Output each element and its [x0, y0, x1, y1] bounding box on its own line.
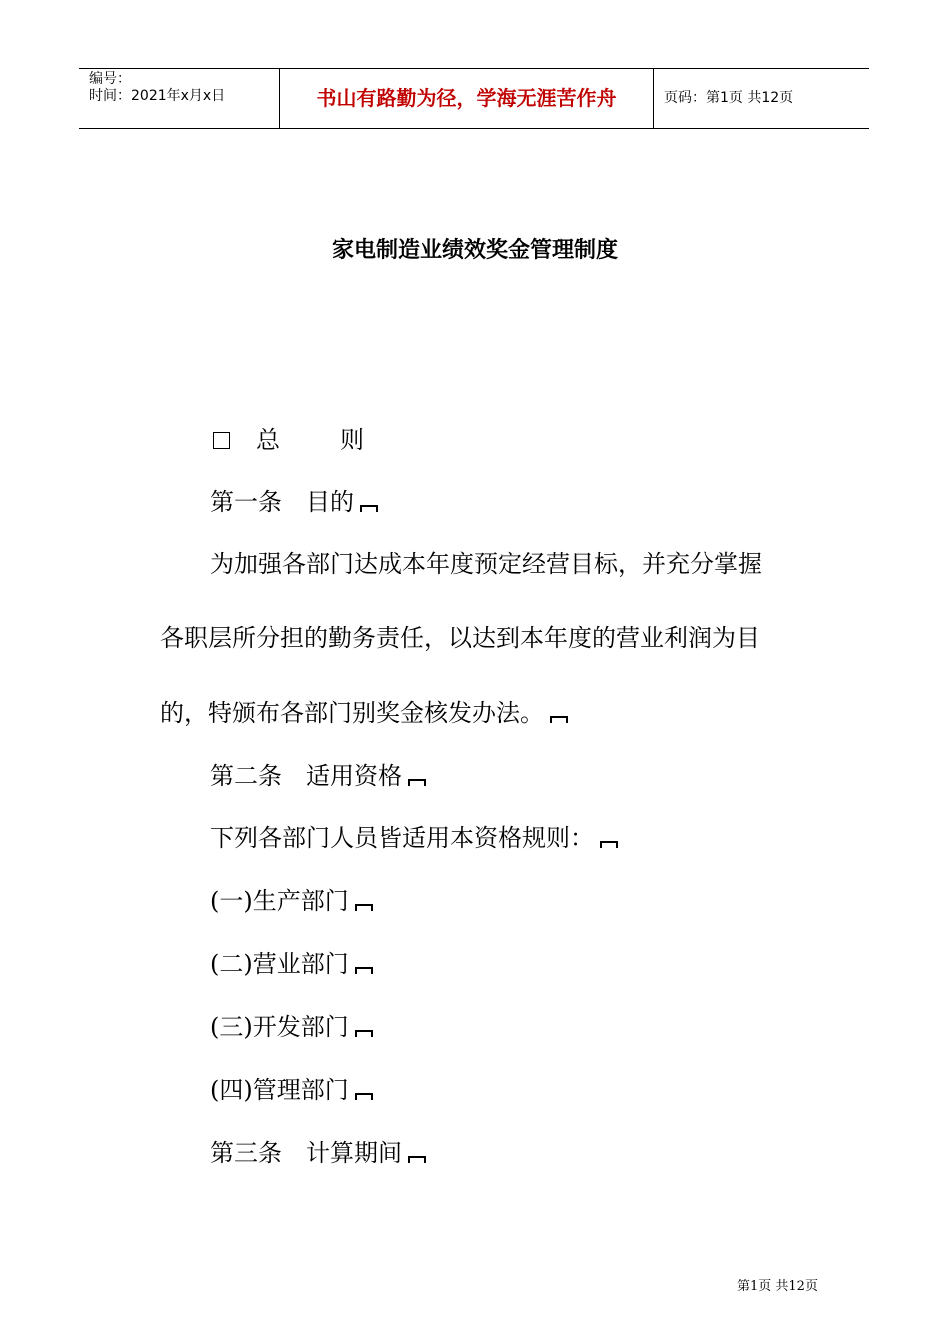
page-header: [79, 68, 869, 129]
department-item: [210, 1074, 373, 1106]
paragraph-mark-icon: [408, 779, 426, 786]
article-2-intro-text: 下列各部门人员皆适用本资格规则：: [210, 824, 594, 852]
department-item-text: (一)生产部门: [210, 887, 349, 915]
paragraph-mark-icon: [355, 904, 373, 911]
department-item-text: (二)营业部门: [210, 950, 349, 978]
paragraph-mark-icon: [355, 1030, 373, 1037]
header-info-cell: [79, 69, 280, 128]
article-2-intro: [210, 822, 618, 854]
header-motto: 书山有路勤为径，学海无涯苦作舟: [316, 86, 617, 110]
chapter-heading-text: 总 则: [256, 426, 368, 454]
article-1-heading: [210, 486, 378, 518]
department-item: [210, 1011, 373, 1043]
department-item-text: (四)管理部门: [210, 1076, 349, 1104]
article-1-heading-text: 第一条 目的: [210, 488, 354, 516]
article-3-heading: [210, 1137, 426, 1169]
paragraph-mark-icon: [550, 716, 568, 723]
department-item: [210, 948, 373, 980]
document-title: 家电制造业绩效奖金管理制度: [331, 238, 618, 263]
paragraph-mark-icon: [355, 1093, 373, 1100]
chapter-heading: [213, 424, 368, 456]
checkbox-icon: [213, 432, 230, 449]
article-3-heading-text: 第三条 计算期间: [210, 1139, 402, 1167]
paragraph-mark-icon: [408, 1156, 426, 1163]
department-item-text: (三)开发部门: [210, 1013, 349, 1041]
page-footer-number: 第1页 共12页: [737, 1279, 818, 1294]
header-page-number: 页码：第1页 共12页: [664, 90, 794, 106]
article-1-paragraph-line-1: 为加强各部门达成本年度预定经营目标，并充分掌握: [210, 550, 762, 578]
header-page-cell: [654, 69, 869, 128]
article-1-paragraph-line-3: [160, 697, 568, 729]
article-2-heading: [210, 760, 426, 792]
article-1-paragraph-line-3-text: 的，特颁布各部门别奖金核发办法。: [160, 699, 544, 727]
paragraph-mark-icon: [360, 505, 378, 512]
header-motto-cell: [280, 69, 654, 128]
document-number-label: 编号：: [89, 71, 131, 87]
article-2-heading-text: 第二条 适用资格: [210, 762, 402, 790]
document-time-label: 时间：2021年x月x日: [89, 88, 226, 104]
paragraph-mark-icon: [355, 967, 373, 974]
article-1-paragraph-line-2: 各职层所分担的勤务责任，以达到本年度的营业利润为目: [160, 624, 760, 652]
paragraph-mark-icon: [600, 841, 618, 848]
department-item: [210, 885, 373, 917]
